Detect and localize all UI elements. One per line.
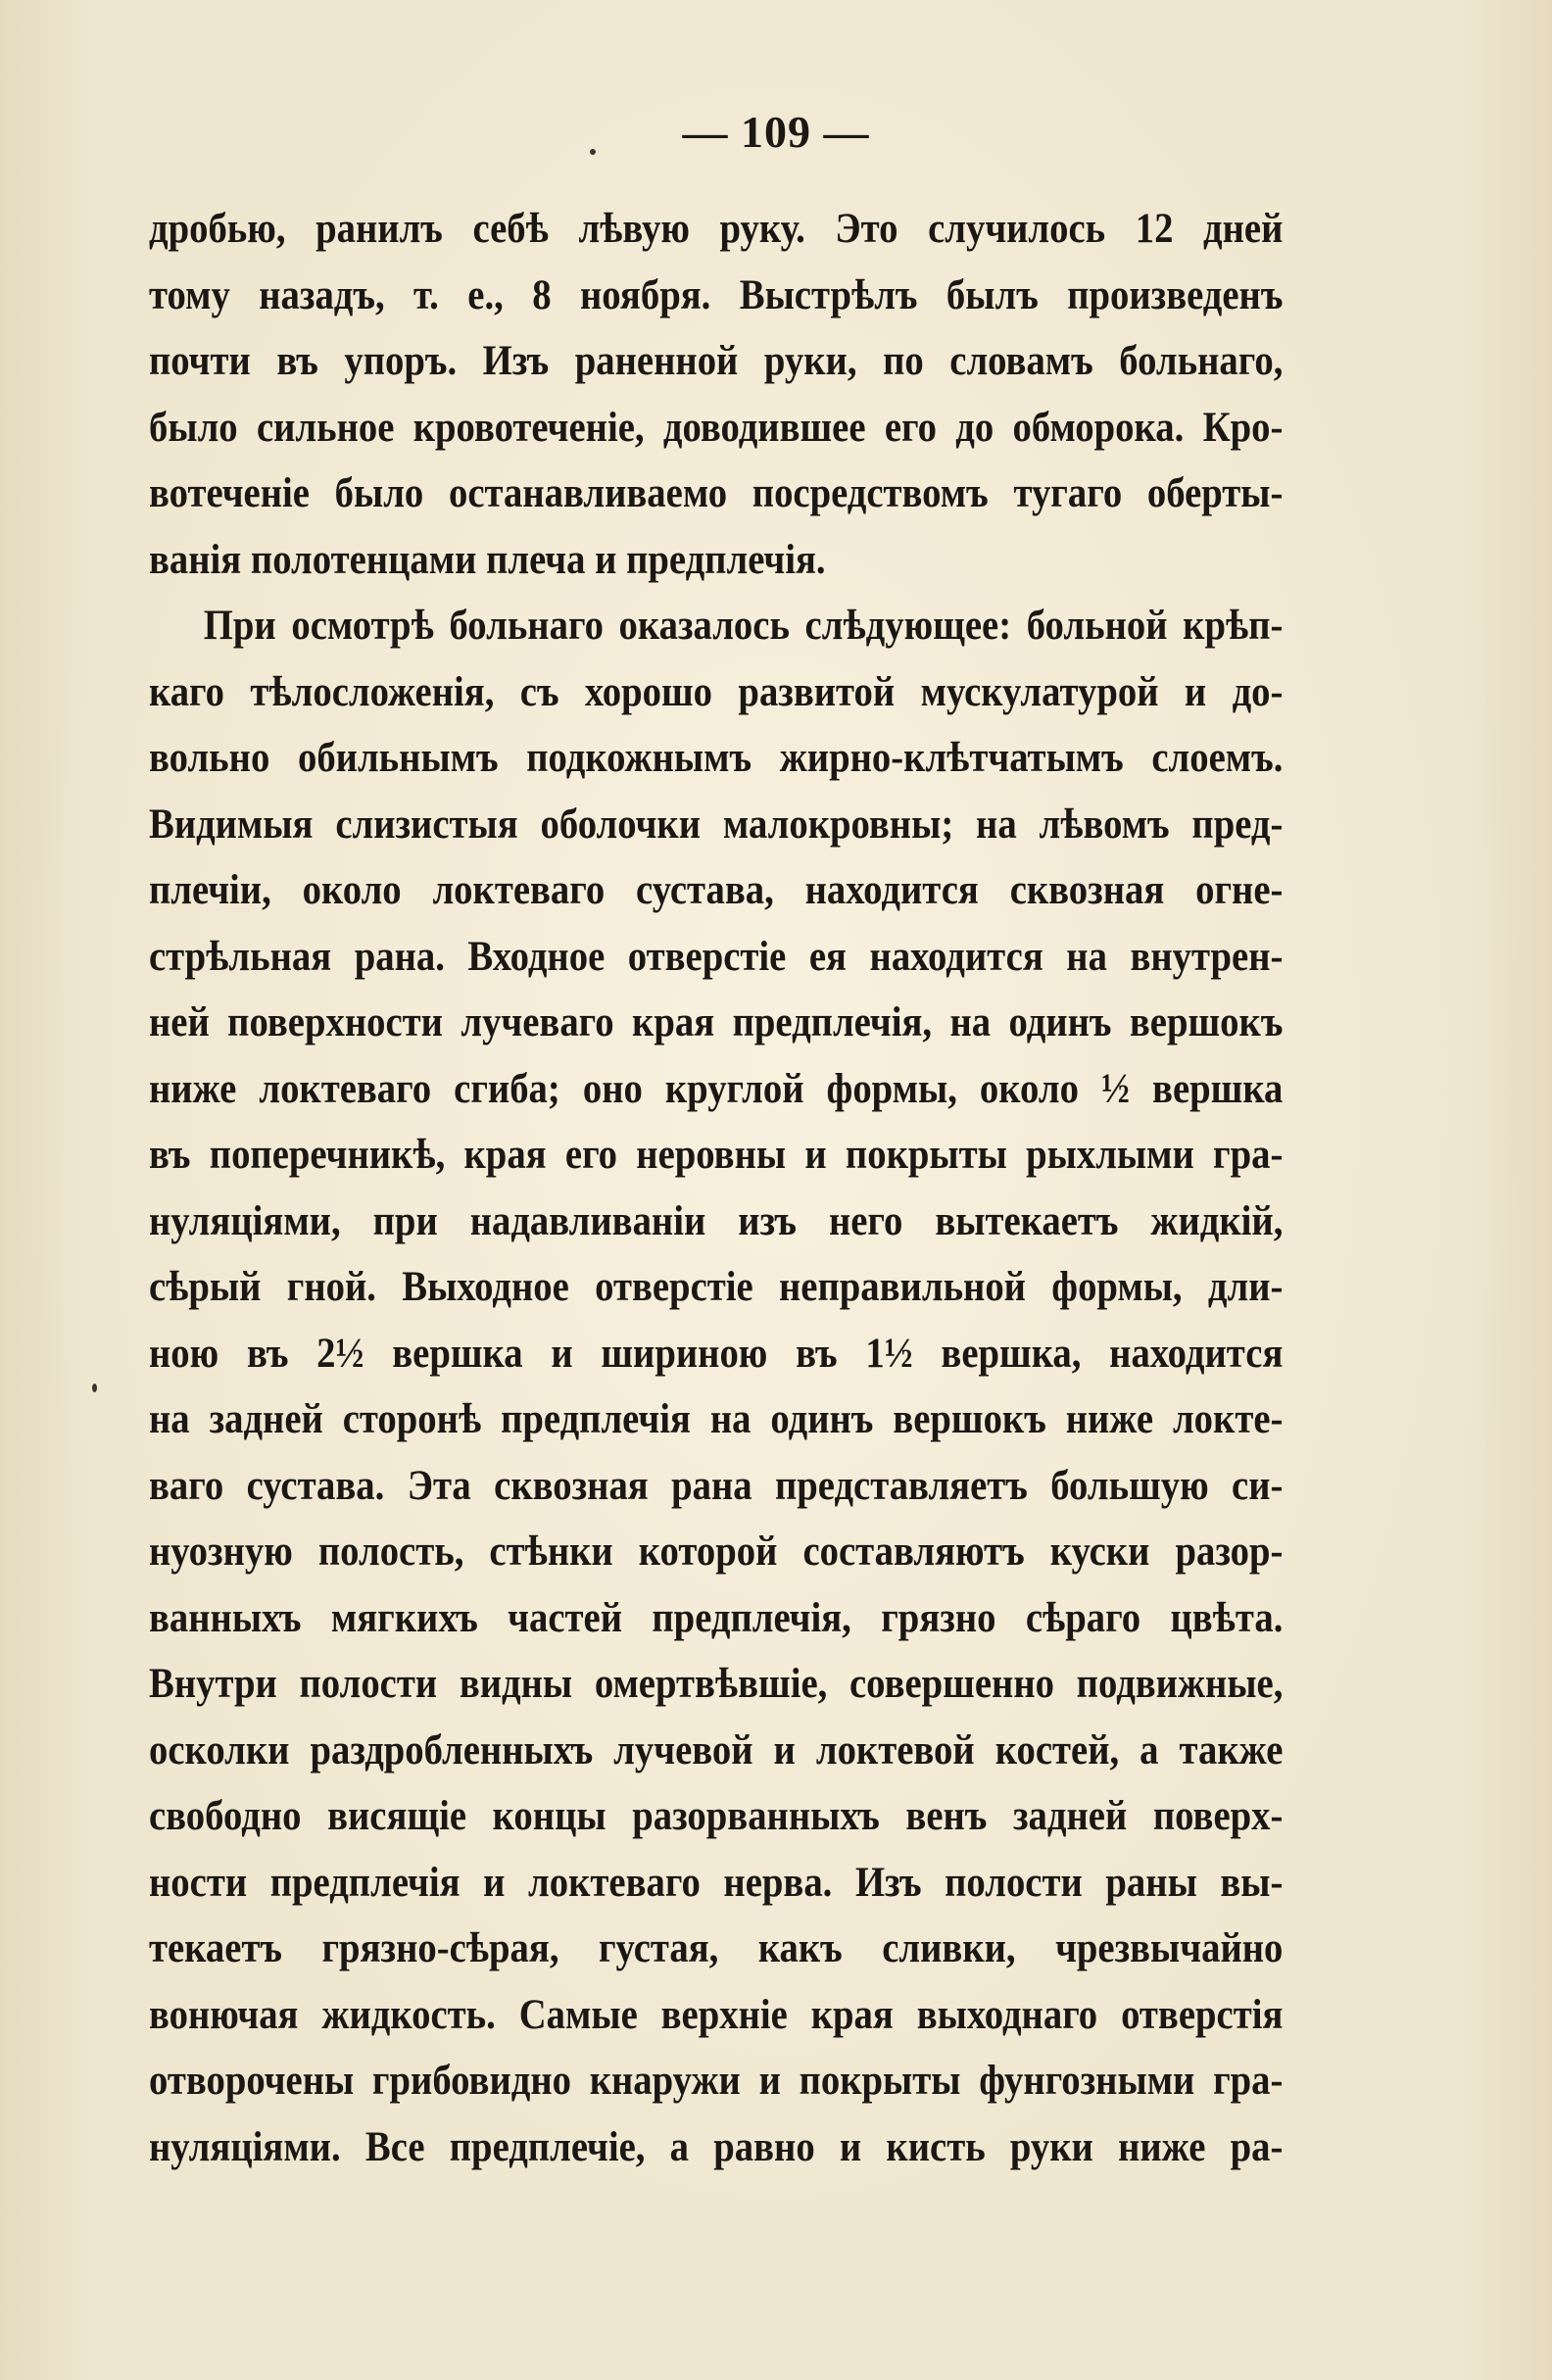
text-line: на задней сторонѣ предплечія на одинъ вершокъ ниже локте- (149, 1396, 1284, 1442)
text-line: ниже локтеваго сгиба; оно круглой формы, около ½ вершка (149, 1065, 1284, 1112)
text-line: ней поверхности лучеваго края предплечія, на одинъ вершокъ (149, 999, 1284, 1045)
text-line: плечіи, около локтеваго сустава, находится сквозная огне- (149, 867, 1284, 913)
text-line: тому назадъ, т. е., 8 ноября. Выстрѣлъ былъ произведенъ (149, 271, 1284, 318)
text-line: ваго сустава. Эта сквозная рана представляетъ большую си- (149, 1462, 1284, 1509)
text-line: отворочены грибовидно кнаружи и покрыты фунгозными гра- (149, 2058, 1284, 2104)
text-line: вонючая жидкость. Самые верхніе края выходнаго отверстія (149, 1991, 1284, 2038)
paragraph-1 (149, 196, 1283, 593)
text-line: нуляціями, при надавливаніи изъ него вытекаетъ жидкій, (149, 1197, 1284, 1244)
text-line: ности предплечія и локтеваго нерва. Изъ полости раны вы- (149, 1859, 1284, 1906)
text-line: осколки раздробленныхъ лучевой и локтевой костей, а также (149, 1726, 1284, 1773)
text-line: При осмотрѣ больнаго оказалось слѣдующее: больной крѣп- (203, 603, 1284, 649)
text-line: текаетъ грязно-сѣрая, густая, какъ сливки, чрезвычайно (149, 1925, 1284, 1971)
ink-speck (92, 1384, 97, 1392)
text-line: вотеченіе было останавливаемо посредствомъ тугаго оберты- (149, 470, 1284, 516)
text-line: ванныхъ мягкихъ частей предплечія, грязно сѣраго цвѣта. (149, 1594, 1284, 1641)
text-line: вольно обильнымъ подкожнымъ жирно-клѣтчатымъ слоемъ. (149, 735, 1284, 781)
text-line: свободно висящіе концы разорванныхъ венъ задней поверх- (149, 1793, 1284, 1839)
text-line: нуозную полость, стѣнки которой составляютъ куски разор- (149, 1529, 1284, 1575)
text-line: было сильное кровотеченіе, доводившее его до обморока. Кро- (149, 404, 1284, 451)
paragraph-2 (149, 593, 1283, 2180)
text-line: каго тѣлосложенія, съ хорошо развитой мускулатурой и до- (149, 668, 1284, 715)
ink-speck (590, 149, 596, 155)
text-line: нуляціями. Все предплечіе, а равно и кисть руки ниже ра- (149, 2123, 1284, 2170)
text-line: дробью, ранилъ себѣ лѣвую руку. Это случилось 12 дней (149, 206, 1284, 252)
page-number: — 109 — (682, 107, 870, 157)
text-line: Видимыя слизистыя оболочки малокровны; на лѣвомъ пред- (149, 801, 1284, 848)
text-line: въ поперечникѣ, края его неровны и покрыты рыхлыми гра- (149, 1132, 1284, 1178)
text-line: сѣрый гной. Выходное отверстіе неправильной формы, дли- (149, 1264, 1284, 1310)
text-line: ванія полотенцами плеча и предплечія. (149, 536, 826, 583)
body-text (149, 196, 1283, 2180)
text-line: почти въ упоръ. Изъ раненной руки, по словамъ больнаго, (149, 338, 1284, 384)
text-line: Внутри полости видны омертвѣвшіе, совершенно подвижные, (149, 1661, 1284, 1707)
text-line: ною въ 2½ вершка и шириною въ 1½ вершка, находится (149, 1330, 1284, 1377)
text-line: стрѣльная рана. Входное отверстіе ея находится на внутрен- (149, 933, 1284, 980)
